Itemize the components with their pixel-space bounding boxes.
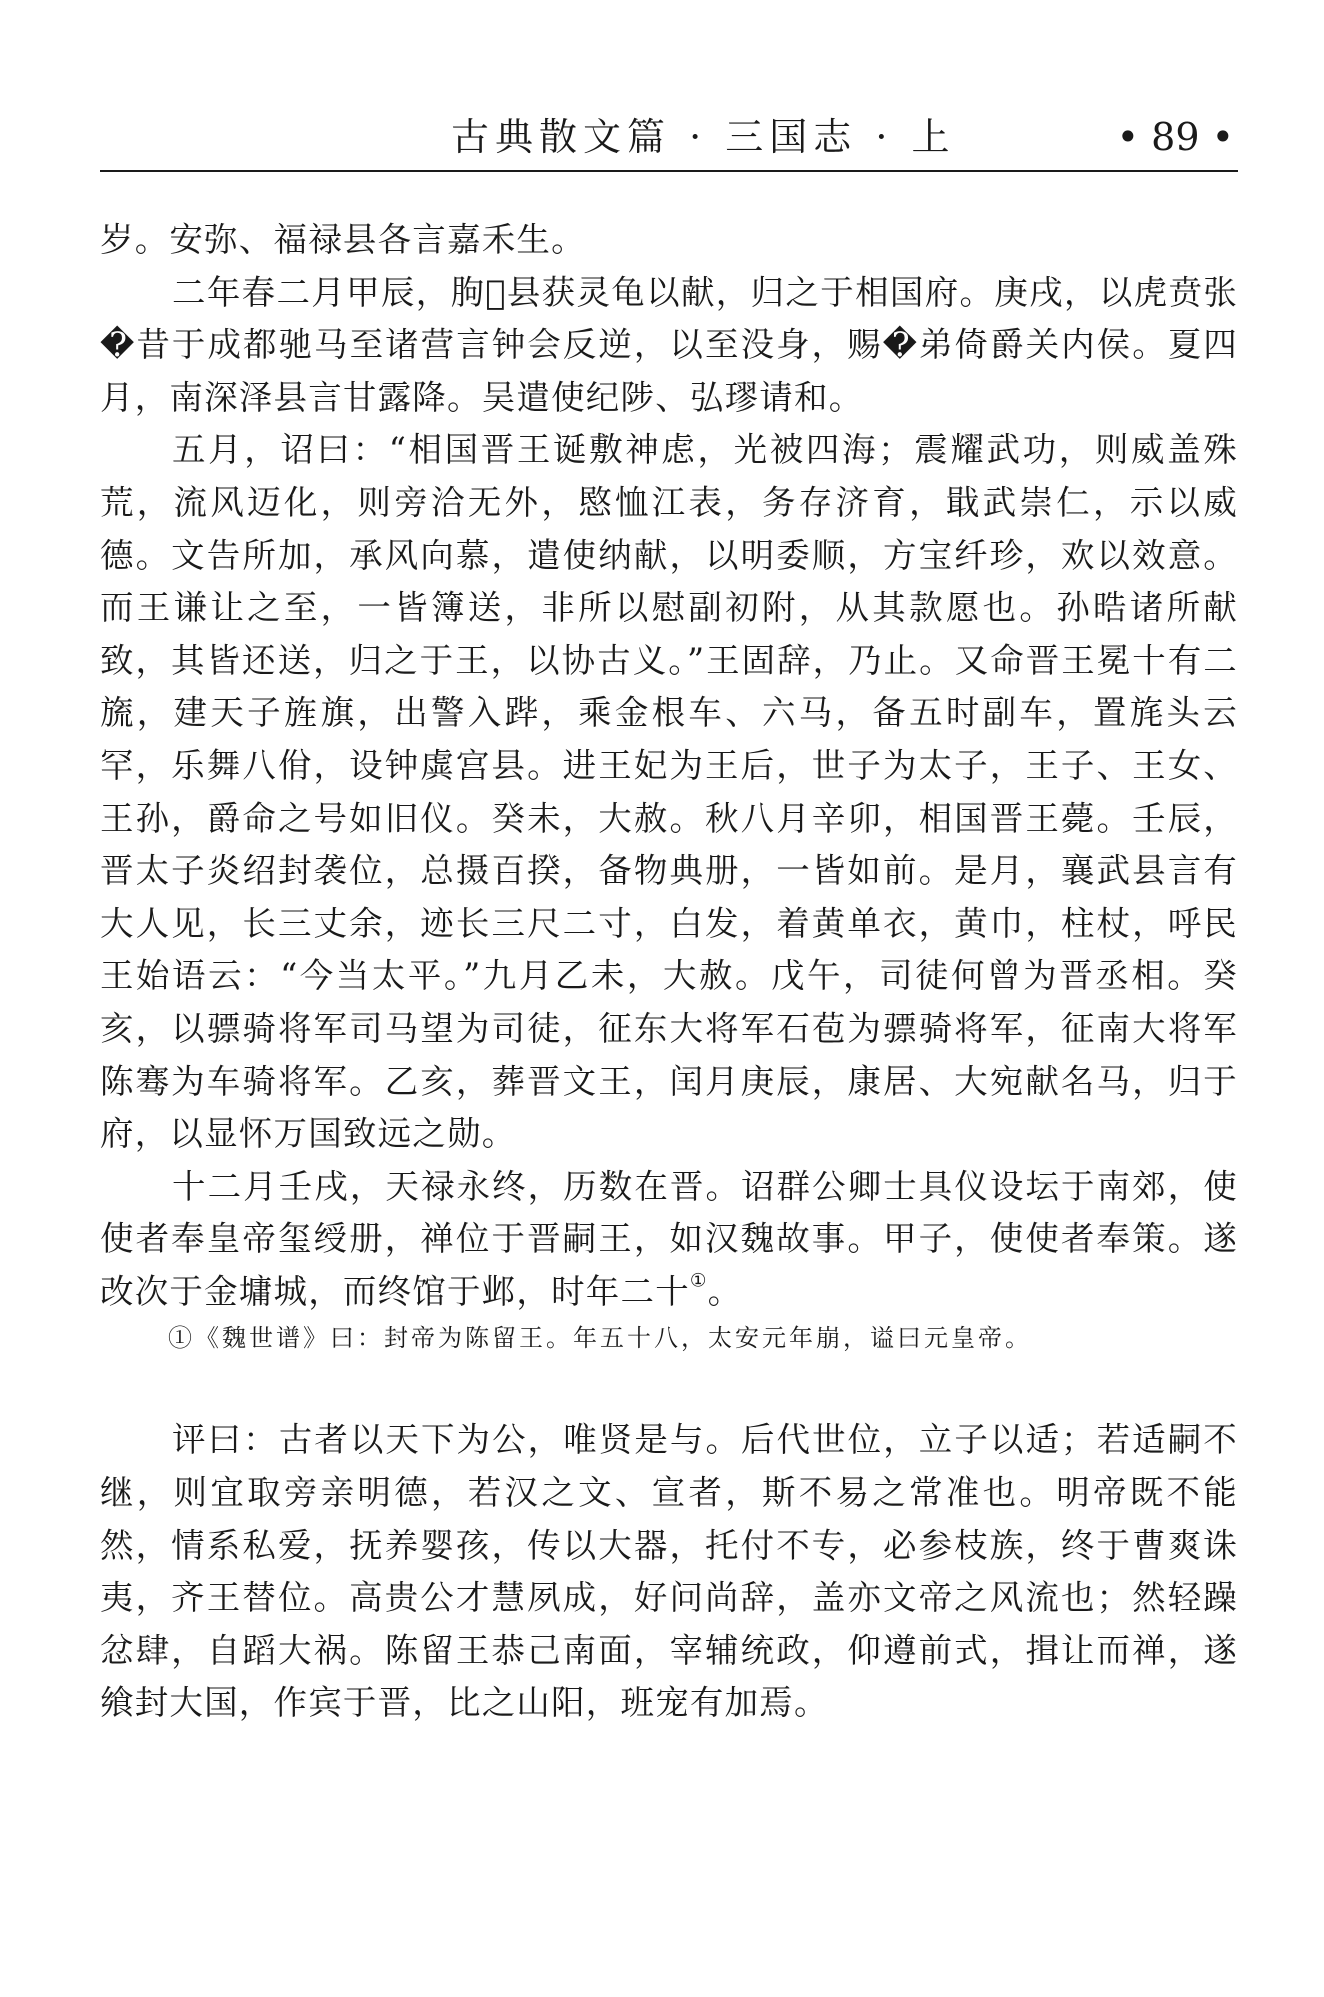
- header-rule: [100, 170, 1238, 172]
- paragraph-twelfth-month: [100, 1161, 1238, 1319]
- paragraph-fifth-month: 五月，诏曰：“相国晋王诞敷神虑，光被四海；震耀武功，则威盖殊荒，流风迈化，则旁洽无外，愍恤江表，务存济育，戢武崇仁，示以威德。文告所加，承风向慕，遣使纳献，以明委顺，方宝纤珍，欢以效意。而王谦让之至，一皆簿送，非所以慰副初附，从其款愿也。孙晧诸所献致，其皆还送，归之于王，以协古义。”王固辞，乃止。又命晋王冕十有二旒，建天子旌旗，出警入跸，乘金根车、六马，备五时副车，置旄头云罕，乐舞八佾，设钟虡宫县。进王妃为王后，世子为太子，王子、王女、王孙，爵命之号如旧仪。癸未，大赦。秋八月辛卯，相国晋王薨。壬辰，晋太子炎绍封袭位，总摄百揆，备物典册，一皆如前。是月，襄武县言有大人见，长三丈余，迹长三尺二寸，白发，着黄单衣，黄巾，柱杖，呼民王始语云：“今当太平。”九月乙未，大赦。戊午，司徒何曾为晋丞相。癸亥，以骠骑将军司马望为司徒，征东大将军石苞为骠骑将军，征南大将军陈骞为车骑将军。乙亥，葬晋文王，闰月庚辰，康居、大宛献名马，归于府，以显怀万国致远之勋。: [100, 430, 1238, 1154]
- paragraph-second-year: 二年春二月甲辰，朐𦙌县获灵龟以献，归之于相国府。庚戌，以虎贲张�昔于成都驰马至诸营言钟会反逆，以至没身，赐�弟倚爵关内侯。夏四月，南深泽县言甘露降。吴遣使纪陟、弘璆请和。: [100, 272, 1238, 417]
- running-header-title: 古典散文篇 · 三国志 · 上: [451, 115, 956, 159]
- footnote: ①《魏世谱》曰：封帝为陈留王。年五十八，太安元年崩，谥曰元皇帝。: [168, 1324, 1032, 1353]
- footnote-marker: ①: [689, 1270, 708, 1292]
- paragraph-continued: 岁。安弥、福禄县各言嘉禾生。: [100, 220, 586, 259]
- main-text: [100, 214, 1238, 1730]
- paragraph-commentary: 评曰：古者以天下为公，唯贤是与。后代世位，立子以适；若适嗣不继，则宜取旁亲明德，若汉之文、宣者，斯不易之常准也。明帝既不能然，情系私爱，抚养婴孩，传以大器，托付不专，必参枝族，终于曹爽诛夷，齐王替位。高贵公才慧夙成，好问尚辞，盖亦文帝之风流也；然轻躁忿肆，自蹈大祸。陈留王恭己南面，宰辅统政，仰遵前式，揖让而禅，遂飨封大国，作宾于晋，比之山阳，班宠有加焉。: [100, 1420, 1238, 1723]
- page-number: • 89 •: [1116, 115, 1234, 159]
- paragraph-end-punctuation: 。: [707, 1271, 743, 1311]
- running-header: [100, 112, 1238, 172]
- paragraph-twelfth-month-text: 十二月壬戌，天禄永终，历数在晋。诏群公卿士具仪设坛于南郊，使使者奉皇帝玺绶册，禅位于晋嗣王，如汉魏故事。甲子，使使者奉策。遂改次于金墉城，而终馆于邺，时年二十: [100, 1166, 1238, 1311]
